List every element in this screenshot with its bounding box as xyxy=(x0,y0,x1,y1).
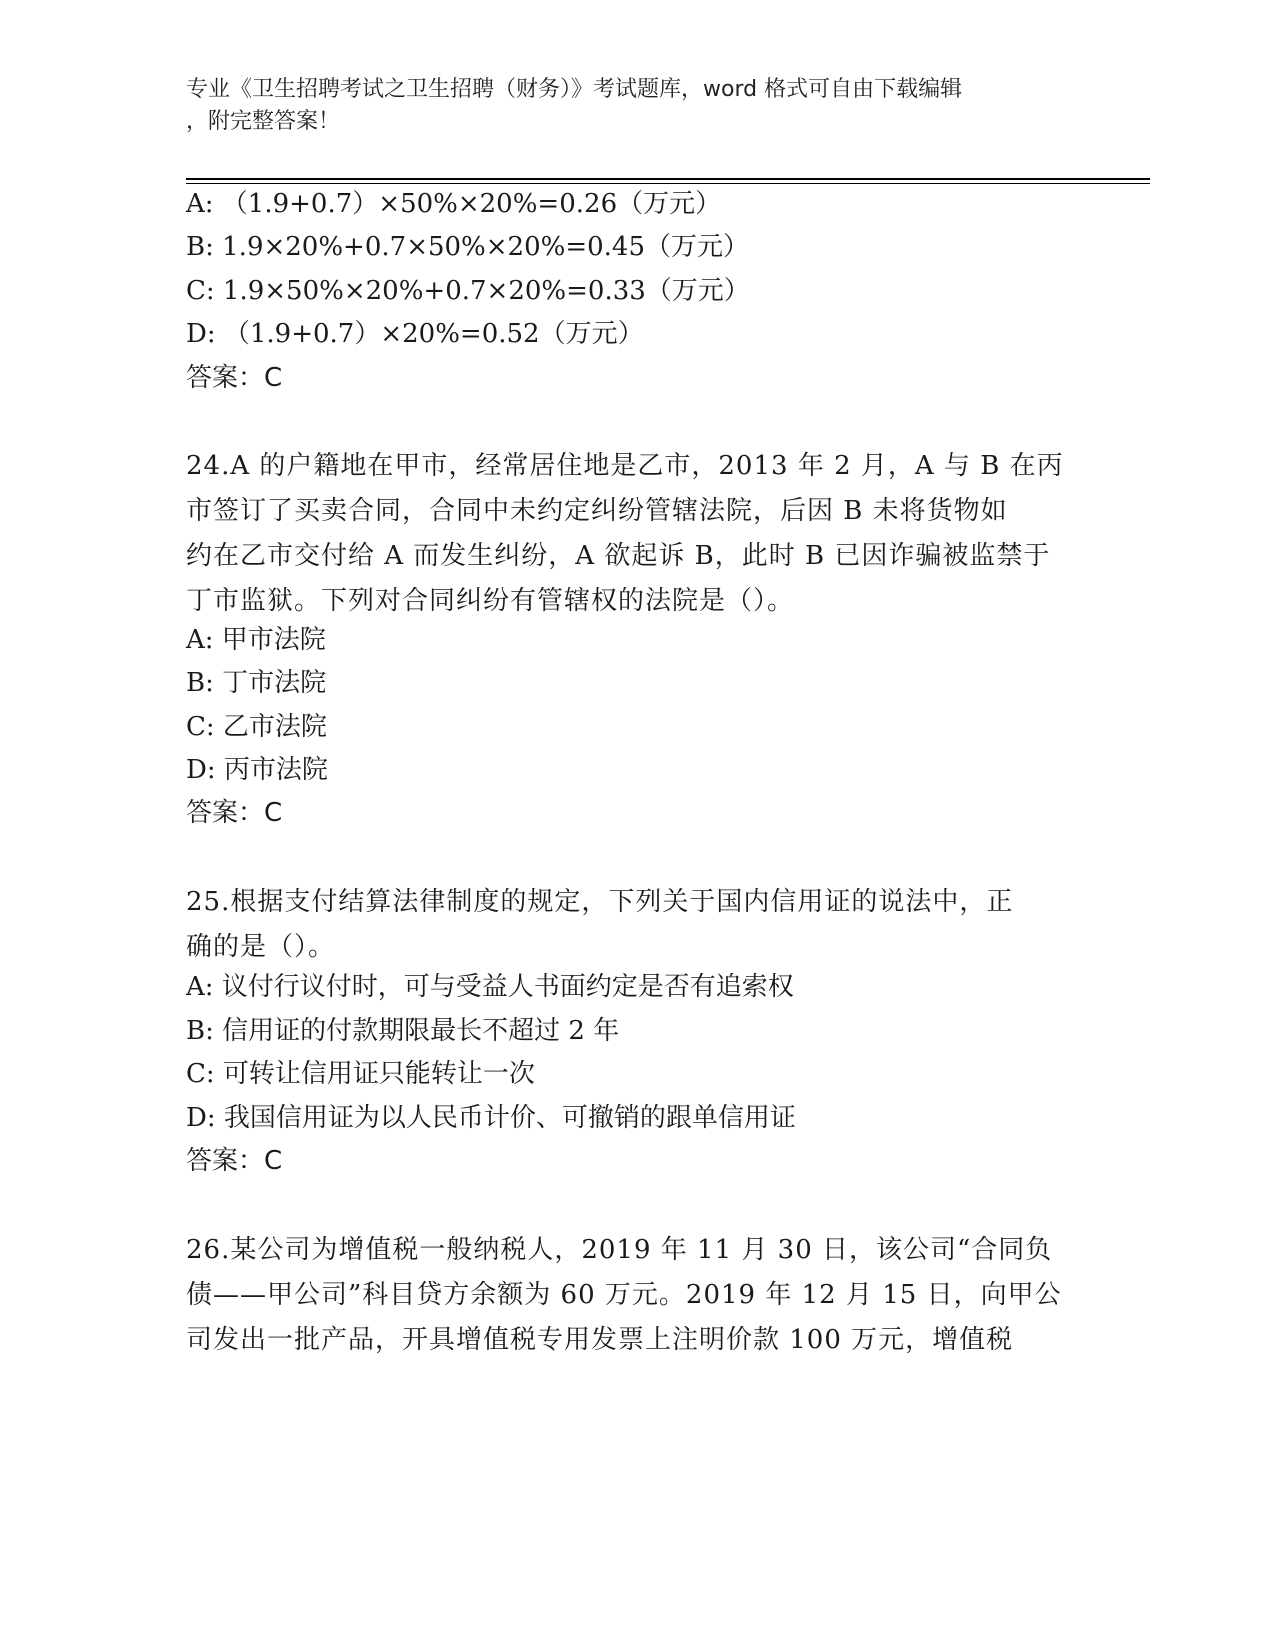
q23-option-a: A: （1.9+0.7）×50%×20%=0.26（万元） xyxy=(186,189,722,219)
q26-stem-line-2: 债——甲公司”科目贷方余额为 60 万元。2019 年 12 月 15 日，向甲公 xyxy=(186,1280,1062,1310)
q25-stem-line-2: 确的是（）。 xyxy=(186,932,336,962)
q24-answer: 答案：C xyxy=(186,798,283,828)
header-line-1: 专业《卫生招聘考试之卫生招聘（财务）》考试题库，word 格式可自由下载编辑 xyxy=(186,77,963,102)
q25-option-a: A: 议付行议付时，可与受益人书面约定是否有追索权 xyxy=(186,972,794,1002)
header-divider-thick xyxy=(186,178,1150,180)
q24-stem-line-3: 约在乙市交付给 A 而发生纠纷，A 欲起诉 B，此时 B 已因诈骗被监禁于 xyxy=(186,541,1051,571)
q24-stem-line-2: 市签订了买卖合同，合同中未约定纠纷管辖法院，后因 B 未将货物如 xyxy=(186,496,1008,526)
q25-stem-line-1: 25.根据支付结算法律制度的规定，下列关于国内信用证的说法中，正 xyxy=(186,887,1014,917)
q26-stem-line-3: 司发出一批产品，开具增值税专用发票上注明价款 100 万元，增值税 xyxy=(186,1325,1014,1355)
q26-stem xyxy=(186,1228,1086,1363)
header-line-2: ，附完整答案！ xyxy=(186,109,341,134)
q23-option-d: D: （1.9+0.7）×20%=0.52（万元） xyxy=(186,319,644,349)
q24-option-a: A: 甲市法院 xyxy=(186,625,326,655)
q25-option-d: D: 我国信用证为以人民币计价、可撤销的跟单信用证 xyxy=(186,1103,796,1133)
document-header xyxy=(186,74,1086,138)
q23-option-b: B: 1.9×20%+0.7×50%×20%=0.45（万元） xyxy=(186,232,750,262)
q23-option-c: C: 1.9×50%×20%+0.7×20%=0.33（万元） xyxy=(186,276,750,306)
q25-option-c: C: 可转让信用证只能转让一次 xyxy=(186,1059,535,1089)
q25-option-b: B: 信用证的付款期限最长不超过 2 年 xyxy=(186,1016,620,1046)
q24-stem-line-1: 24.A 的户籍地在甲市，经常居住地是乙市，2013 年 2 月，A 与 B 在丙 xyxy=(186,451,1064,481)
q24-stem-line-4: 丁市监狱。下列对合同纠纷有管辖权的法院是（）。 xyxy=(186,586,795,616)
q24-stem xyxy=(186,444,1086,624)
q24-option-c: C: 乙市法院 xyxy=(186,712,327,742)
q26-stem-line-1: 26.某公司为增值税一般纳税人，2019 年 11 月 30 日，该公司“合同负 xyxy=(186,1235,1053,1265)
q25-stem xyxy=(186,880,1086,970)
q25-answer: 答案：C xyxy=(186,1146,283,1176)
header-divider-thin xyxy=(186,183,1150,184)
q23-answer: 答案：C xyxy=(186,363,283,393)
q24-option-b: B: 丁市法院 xyxy=(186,668,327,698)
q24-option-d: D: 丙市法院 xyxy=(186,755,328,785)
